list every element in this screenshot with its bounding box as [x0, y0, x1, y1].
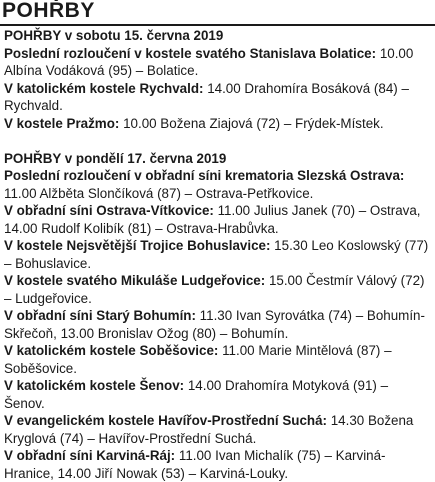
obituary-entry — [4, 342, 430, 377]
entry-place: V obřadní síni Ostrava-Vítkovice: — [4, 203, 214, 218]
obituary-entry — [4, 307, 430, 342]
obituary-entry — [4, 377, 430, 412]
entry-text: 11.00 Alžběta Slončíková (87) – Ostrava-Petřkovice. — [4, 185, 314, 201]
entry-place: V obřadní síni Starý Bohumín: — [4, 308, 196, 323]
obituary-entry — [4, 80, 430, 115]
entry-place: Poslední rozloučení v kostele svatého Stanislava Bolatice: — [4, 45, 377, 61]
entry-place: V katolickém kostele Rychvald: — [4, 80, 204, 96]
entry-place: V katolickém kostele Soběšovice: — [4, 343, 219, 358]
obituary-entry — [4, 45, 430, 80]
section-heading: POHŘBY v pondělí 17. června 2019 — [4, 150, 227, 166]
entry-place: V evangelickém kostele Havířov-Prostřední Suchá: — [4, 413, 327, 428]
section-gap — [4, 132, 430, 150]
entry-text: 11.00 Ivan Michalík (75) – Karviná-Hranice, 14.00 Jiří Nowak (53) – Karviná-Louky. — [4, 448, 386, 481]
obituary-entry — [4, 202, 430, 237]
obituary-content — [4, 27, 430, 482]
entry-text: 10.00 Albína Vodáková (95) – Bolatice. — [4, 45, 414, 78]
entry-text: 10.00 Božena Ziajová (72) – Frýdek-Místek. — [119, 115, 384, 131]
entry-place: Poslední rozloučení v obřadní síni krematoria Slezská Ostrava: — [4, 168, 405, 183]
entry-text: 15.30 Leo Koslowský (77) – Bohuslavice. — [4, 238, 429, 271]
entry-text: 15.00 Čestmír Válový (72) – Ludgeřovice. — [4, 273, 425, 306]
obituary-entry — [4, 412, 430, 447]
title-rule — [0, 24, 435, 26]
entry-place: V obřadní síni Karviná-Ráj: — [4, 448, 176, 463]
obituary-entry — [4, 447, 430, 482]
obituary-entry — [4, 115, 430, 133]
entry-text: 11.00 Marie Mintělová (87) – Soběšovice. — [4, 343, 392, 376]
entry-text: 11.00 Julius Janek (70) – Ostrava, 14.00 Rudolf Kolibík (81) – Ostrava-Hrabůvka. — [4, 203, 421, 236]
page-title: POHŘBY — [2, 0, 95, 22]
entry-text: 14.00 Drahomíra Bosáková (84) – Rychvald. — [4, 80, 409, 113]
entry-place: V kostele Nejsvětější Trojice Bohuslavice: — [4, 238, 271, 253]
obituary-entry — [4, 167, 430, 202]
obituary-entry — [4, 237, 430, 272]
entry-text: 14.30 Božena Kryglová (74) – Havířov-Prostřední Suchá. — [4, 413, 414, 446]
section-heading: POHŘBY v sobotu 15. června 2019 — [4, 28, 224, 43]
entry-place: V kostele Pražmo: — [4, 115, 120, 131]
obituary-entry — [4, 272, 430, 307]
entry-text: 14.00 Drahomíra Motyková (91) – Šenov. — [4, 378, 389, 411]
entry-place: V kostele svatého Mikuláše Ludgeřovice: — [4, 273, 266, 288]
entry-place: V katolickém kostele Šenov: — [4, 378, 185, 393]
entry-text: 11.30 Ivan Syrovátka (74) – Bohumín-Skřečoň, 13.00 Bronislav Ožog (80) – Bohumín. — [4, 308, 425, 341]
